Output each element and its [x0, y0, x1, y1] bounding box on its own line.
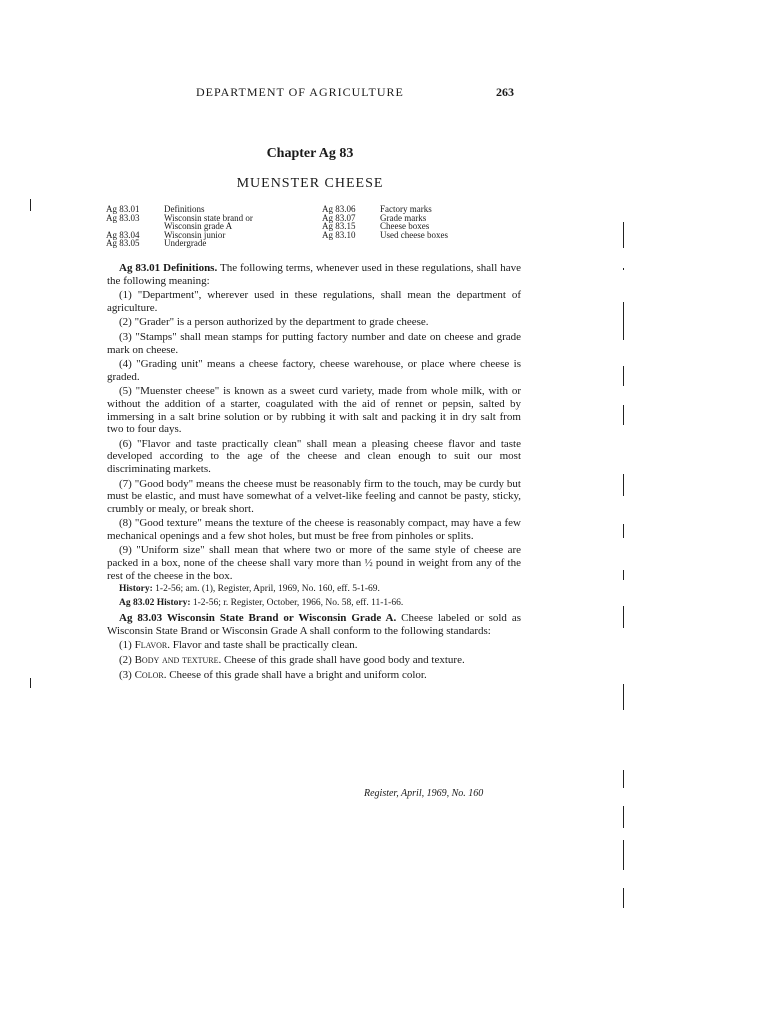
- toc-entry: Ag 83.15 Cheese boxes: [322, 221, 430, 231]
- body-text: [107, 262, 521, 683]
- section-83-01: Ag 83.01 Definitions. The following terms, whenever used in these regulations, shall have the following meaning:: [107, 262, 522, 287]
- page-number: 263: [496, 85, 514, 99]
- revision-bar: [623, 474, 624, 496]
- definition-1: (1) "Department", wherever used in these regulations, shall mean the department of agriculture.: [107, 289, 521, 314]
- toc-left-column: [106, 205, 253, 248]
- section-heading: Ag 83.01 Definitions.: [119, 262, 218, 274]
- chapter-title: Chapter Ag 83: [266, 146, 354, 161]
- section-83-03: Ag 83.03 Wisconsin State Brand or Wisconsin Grade A. Cheese labeled or sold as Wisconsin State Brand or Wisconsin Grade A shall conform to the following standards:: [107, 612, 522, 637]
- standard-color: (3) Color. Cheese of this grade shall have a bright and uniform color.: [119, 668, 427, 681]
- definition-6: (6) "Flavor and taste practically clean" shall mean a pleasing cheese flavor and taste developed according to the age of the cheese and clean enough to suit our most discriminating markets.: [107, 437, 521, 475]
- revision-bar: [623, 606, 624, 628]
- revision-bar: [623, 684, 624, 710]
- chapter-subject: MUENSTER CHEESE: [236, 176, 384, 191]
- definition-9: (9) "Uniform size" shall mean that where two or more of the same style of cheese are packed in a box, none of the cheese shall vary more than ½ pound in weight from any of the rest of the cheese in the box.: [107, 544, 521, 582]
- revision-bar: [30, 678, 31, 688]
- revision-bar: [623, 770, 624, 788]
- revision-bar: [623, 524, 624, 538]
- revision-bar: [623, 888, 624, 908]
- definition-3: (3) "Stamps" shall mean stamps for putting factory number and date on cheese and grade mark on cheese.: [107, 330, 521, 356]
- definition-7: (7) "Good body" means the cheese must be reasonably firm to the touch, may be curdy but must be elastic, and must have somewhat of a velvet-like feeling and cannot be pasty, sticky, crumbly or mealy, or break short.: [107, 477, 521, 515]
- definition-8: (8) "Good texture" means the texture of the cheese is reasonably compact, may have a few mechanical openings and a few shot holes, but must be free from pinholes or splits.: [107, 517, 521, 542]
- definition-4: (4) "Grading unit" means a cheese factory, cheese warehouse, or place where cheese is graded.: [107, 358, 521, 383]
- toc-entry: Ag 83.10 Used cheese boxes: [322, 229, 448, 240]
- revision-bar: [623, 268, 624, 270]
- toc-entry: Ag 83.01 Definitions: [106, 204, 205, 214]
- history-note-83-01: History: 1-2-56; am. (1), Register, April, 1969, No. 160, eff. 5-1-69.: [119, 584, 380, 595]
- definition-5: (5) "Muenster cheese" is known as a sweet curd variety, made from whole milk, with or without the addition of a starter, coagulated with the aid of rennet or pepsin, salted by immersing in a salt brine solution or by rubbing it with salt and packing it in dry salt from two to four days.: [107, 385, 521, 436]
- revision-bar: [623, 222, 624, 248]
- revision-bar: [623, 302, 624, 340]
- revision-bar: [30, 199, 31, 211]
- toc-entry: Ag 83.06 Factory marks: [322, 204, 432, 214]
- toc-right-column: [322, 205, 448, 239]
- definition-2: (2) "Grader" is a person authorized by the department to grade cheese.: [119, 316, 429, 329]
- toc-entry: Ag 83.04 Wisconsin junior: [106, 229, 226, 240]
- section-heading: Ag 83.03 Wisconsin State Brand or Wisconsin Grade A.: [119, 612, 397, 625]
- toc-entry: Ag 83.03 Wisconsin state brand or: [106, 212, 253, 223]
- standard-body-texture: (2) Body and texture. Cheese of this grade shall have good body and texture.: [119, 654, 465, 667]
- toc-entry: Wisconsin grade A: [164, 221, 233, 231]
- standard-flavor: (1) Flavor. Flavor and taste shall be practically clean.: [119, 639, 358, 652]
- register-footer: Register, April, 1969, No. 160: [364, 788, 484, 799]
- toc-entry: Ag 83.07 Grade marks: [322, 212, 427, 223]
- history-note-83-02: Ag 83.02 History: 1-2-56; r. Register, October, 1966, No. 58, eff. 11-1-66.: [119, 597, 404, 608]
- running-header: DEPARTMENT OF AGRICULTURE: [196, 85, 404, 99]
- revision-bar: [623, 405, 624, 425]
- revision-bar: [623, 806, 624, 828]
- revision-bar: [623, 570, 624, 580]
- revision-bar: [623, 840, 624, 870]
- toc-entry: Ag 83.05 Undergrade: [106, 238, 207, 248]
- revision-bar: [623, 366, 624, 386]
